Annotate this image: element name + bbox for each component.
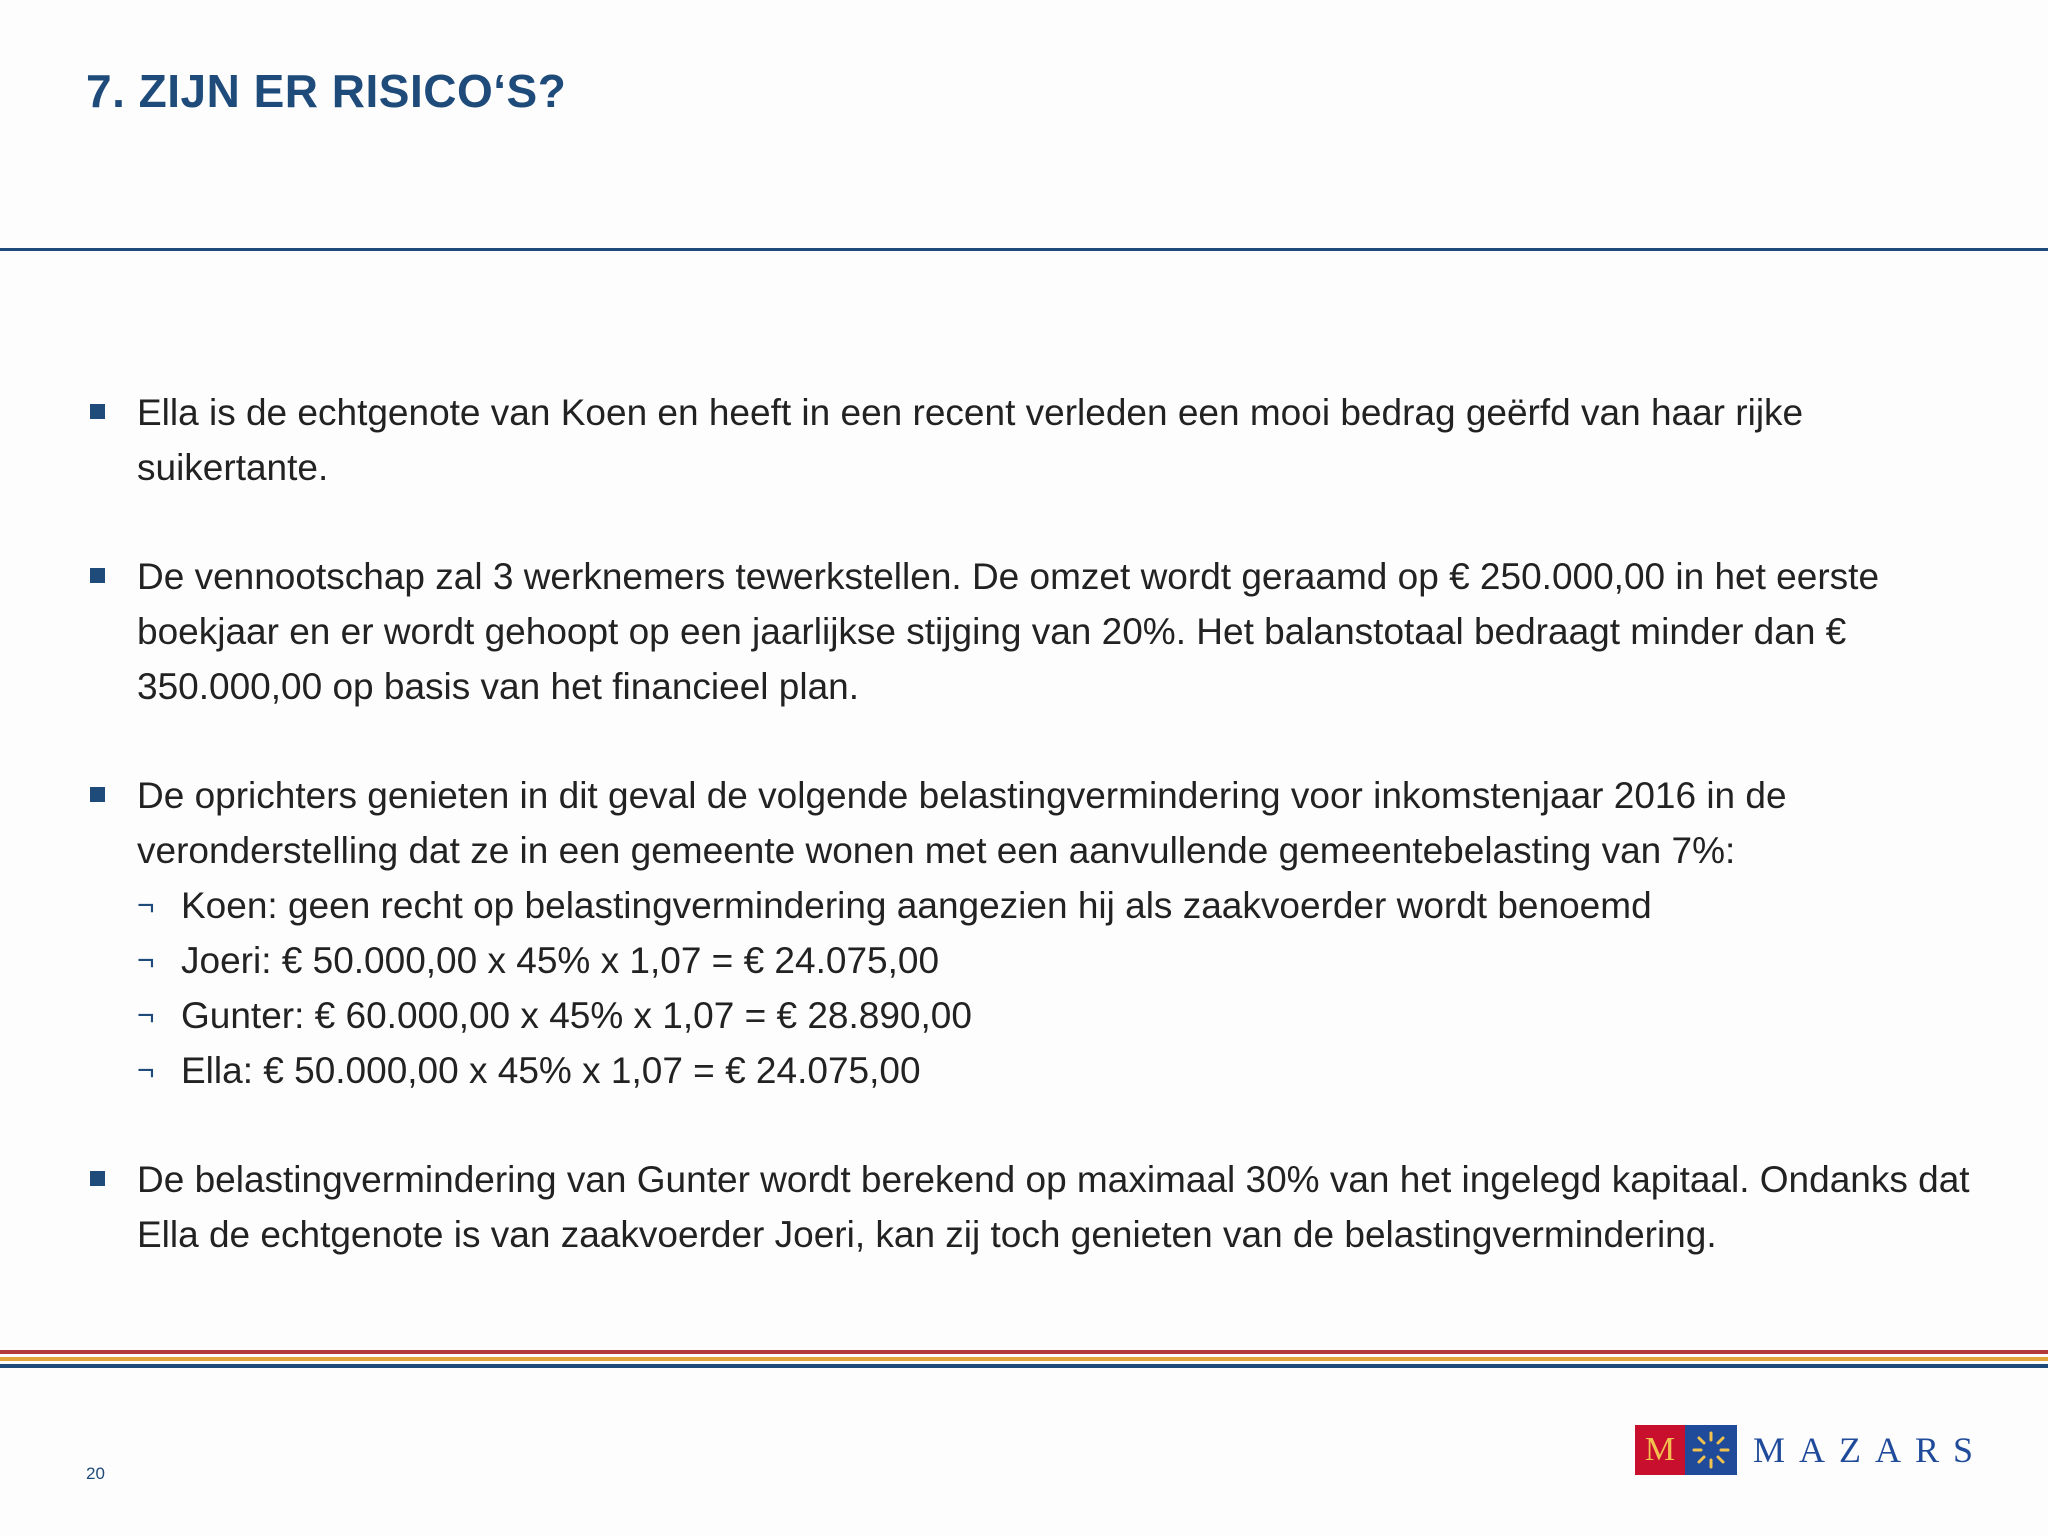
bullet-item	[86, 1152, 1986, 1262]
logo-text: MAZARS	[1753, 1430, 1988, 1470]
bullet-list	[86, 385, 1986, 1262]
bullet-text: De belastingvermindering van Gunter wordt berekend op maximaal 30% van het ingelegd kapitaal. Ondanks dat Ella de echtgenote is van zaakvoerder Joeri, kan zij toch genieten van de belastingvermindering.	[137, 1159, 1970, 1255]
sub-bullet-text: Gunter: € 60.000,00 x 45% x 1,07 = € 28.890,00	[181, 995, 972, 1036]
star-burst-icon	[1685, 1425, 1737, 1475]
bullet-item	[86, 768, 1986, 1098]
sub-bullet-item	[137, 878, 1986, 933]
sub-bullet-item	[137, 1043, 1986, 1098]
sub-bullet-item	[137, 933, 1986, 988]
page-number: 20	[86, 1464, 105, 1483]
sub-bullet-text: Joeri: € 50.000,00 x 45% x 1,07 = € 24.075,00	[181, 940, 940, 981]
square-bullet-icon	[90, 787, 105, 802]
footer-stripe	[0, 1357, 2048, 1361]
logo-mark	[1635, 1425, 1737, 1475]
square-bullet-icon	[90, 568, 105, 583]
bullet-text: Ella is de echtgenote van Koen en heeft in een recent verleden een mooi bedrag geërfd van haar rijke suikertante.	[137, 392, 1804, 488]
title-divider	[0, 248, 2048, 251]
bullet-text: De oprichters genieten in dit geval de volgende belastingvermindering voor inkomstenjaar 2016 in de veronderstelling dat ze in een gemeente wonen met een aanvullende gemeentebelasting van 7%:	[137, 775, 1787, 871]
sub-bullet-icon: ¬	[137, 944, 155, 977]
slide-title: 7. ZIJN ER RISICO‘S?	[86, 65, 567, 117]
sub-bullet-text: Koen: geen recht op belastingvermindering aangezien hij als zaakvoerder wordt benoemd	[181, 885, 1652, 926]
footer-stripes	[0, 1350, 2048, 1371]
sub-bullet-item	[137, 988, 1986, 1043]
logo-letter: M	[1635, 1425, 1685, 1475]
sub-bullet-text: Ella: € 50.000,00 x 45% x 1,07 = € 24.075,00	[181, 1050, 921, 1091]
sub-bullet-icon: ¬	[137, 889, 155, 922]
square-bullet-icon	[90, 1171, 105, 1186]
footer-stripe	[0, 1364, 2048, 1368]
bullet-item	[86, 385, 1986, 495]
sub-bullet-list	[137, 878, 1986, 1098]
bullet-text: De vennootschap zal 3 werknemers tewerkstellen. De omzet wordt geraamd op € 250.000,00 in het eerste boekjaar en er wordt gehoopt op een jaarlijkse stijging van 20%. Het balanstotaal bedraagt minder dan € 350.000,00 op basis van het financieel plan.	[137, 556, 1880, 707]
sub-bullet-icon: ¬	[137, 1054, 155, 1087]
square-bullet-icon	[90, 404, 105, 419]
mazars-logo	[1635, 1425, 1987, 1475]
sub-bullet-icon: ¬	[137, 999, 155, 1032]
bullet-item	[86, 549, 1986, 714]
footer-stripe	[0, 1350, 2048, 1354]
